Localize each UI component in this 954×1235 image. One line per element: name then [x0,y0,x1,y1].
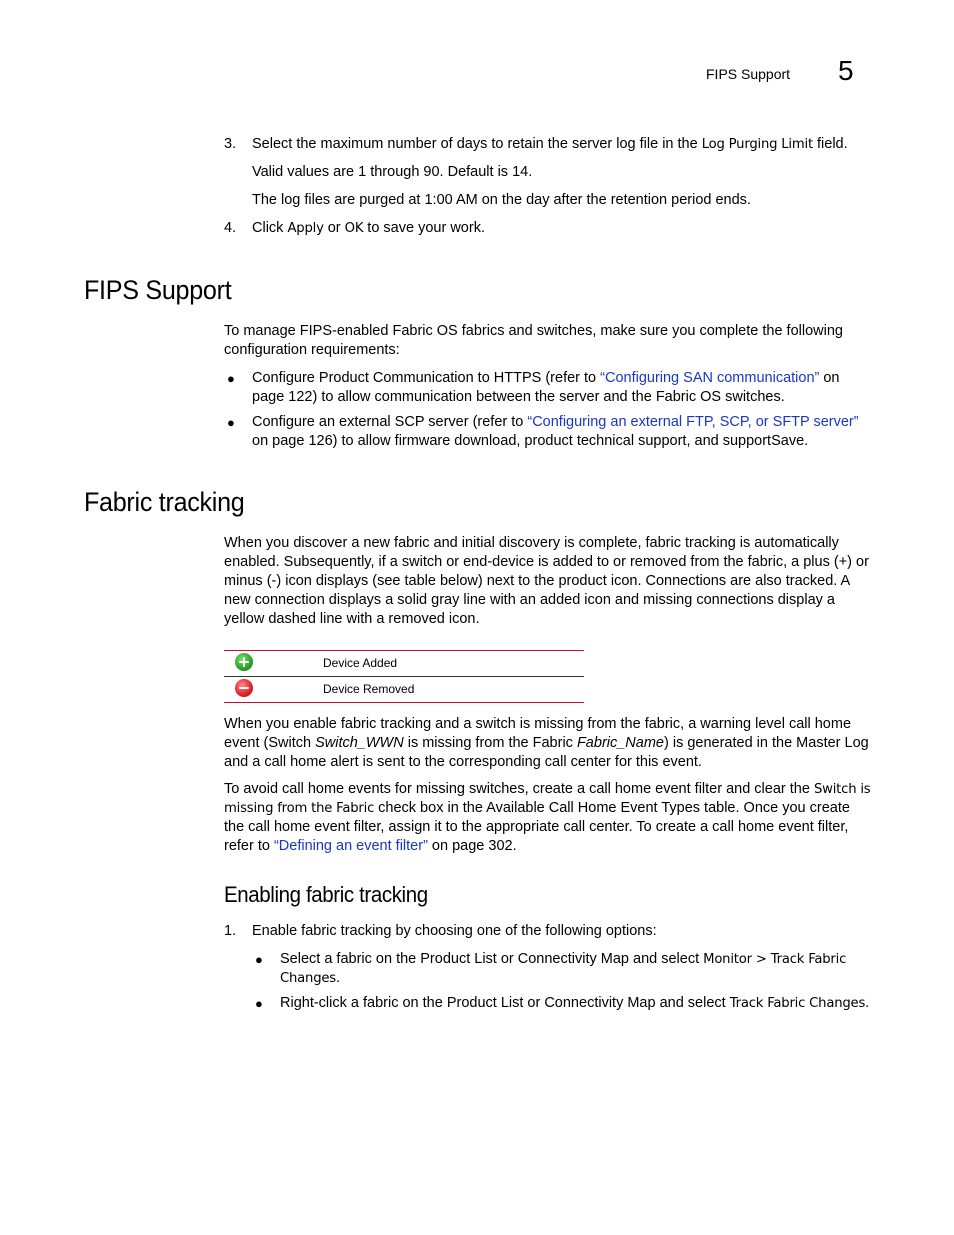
fips-intro: To manage FIPS-enabled Fabric OS fabrics and switches, make sure you complete the following configuration requirements: [224,323,843,358]
step-3-note-valid-values: Valid values are 1 through 90. Default is 14. [252,164,533,180]
step-3-text: Select the maximum number of days to retain the server log file in the Log Purging Limit field. [252,136,848,152]
fips-bullet-1: Configure Product Communication to HTTPS (refer to “Configuring SAN communication” on page 122) to allow communication between the server and the Fabric OS switches. [252,370,840,405]
bullet-dot: ● [255,996,263,1011]
heading-fips-support: FIPS Support [84,275,232,305]
fabric-para-event-filter: To avoid call home events for missing switches, create a call home event filter and clear the Switch is missing from the Fabric check box in the Available Call Home Event Types table. Once you create the call home event filter, assign it to the appropriate call center. To create a call home event filter, refer to “Defining an event filter” on page 302. [224,781,871,854]
fabric-intro: When you discover a new fabric and initial discovery is complete, fabric tracking is automatically enabled. Subsequently, if a switch or end-device is added to or removed from the fabric, a plus (+) or minus (-) icon displays (see table below) next to the product icon. Connections are also tracked. A new connection displays a solid gray line with an added icon and missing connections display a yellow dashed line with a removed icon. [224,535,869,627]
bullet-dot: ● [255,952,263,967]
table-row-divider [224,676,584,677]
plus-circle-icon [235,653,253,671]
link-configuring-external-server[interactable]: “Configuring an external FTP, SCP, or SFTP server” [527,414,859,430]
fips-bullet-2: Configure an external SCP server (refer to “Configuring an external FTP, SCP, or SFTP server” on page 126) to allow firmware download, product technical support, and supportSave. [252,414,859,449]
ui-button-apply: Apply [287,221,324,236]
bullet-dot: ● [227,371,235,386]
table-cell-device-removed: Device Removed [323,682,415,696]
ui-button-ok: OK [344,221,364,236]
enabling-step-1-text: Enable fabric tracking by choosing one of the following options: [252,923,657,939]
step-number-1: 1. [224,923,237,939]
step-number-4: 4. [224,220,237,236]
table-top-rule [224,650,584,651]
table-bottom-rule [224,702,584,703]
chapter-number: 5 [838,55,854,86]
enabling-option-1: Select a fabric on the Product List or Connectivity Map and select Monitor > Track Fabric Changes. [280,951,847,986]
fabric-para-warning-event: When you enable fabric tracking and a switch is missing from the fabric, a warning level call home event (Switch Switch_WWN is missing from the Fabric Fabric_Name) is generated in the Master Log and a call home alert is sent to the corresponding call center for this event. [224,716,869,770]
link-defining-event-filter[interactable]: “Defining an event filter” [273,838,428,854]
link-configuring-san-communication[interactable]: “Configuring SAN communication” [600,370,820,386]
heading-enabling-fabric-tracking: Enabling fabric tracking [224,882,428,907]
ui-checkbox-switch-missing: Switch is missing from the Fabric [224,782,871,816]
running-header-section: FIPS Support [706,66,791,82]
step-number-3: 3. [224,136,237,152]
ui-menu-monitor-track-fabric-changes: Monitor > Track Fabric Changes [280,952,847,986]
ui-field-log-purging-limit: Log Purging Limit [701,137,813,152]
bullet-dot: ● [227,415,235,430]
heading-fabric-tracking: Fabric tracking [84,487,245,517]
ui-menu-track-fabric-changes: Track Fabric Changes [729,996,866,1011]
table-cell-device-added: Device Added [323,656,398,670]
minus-circle-icon [235,679,253,697]
step-3-note-purge-time: The log files are purged at 1:00 AM on the day after the retention period ends. [252,192,751,208]
enabling-option-2: Right-click a fabric on the Product List or Connectivity Map and select Track Fabric Changes. [280,995,870,1011]
step-4-text: Click Apply or OK to save your work. [252,220,485,236]
